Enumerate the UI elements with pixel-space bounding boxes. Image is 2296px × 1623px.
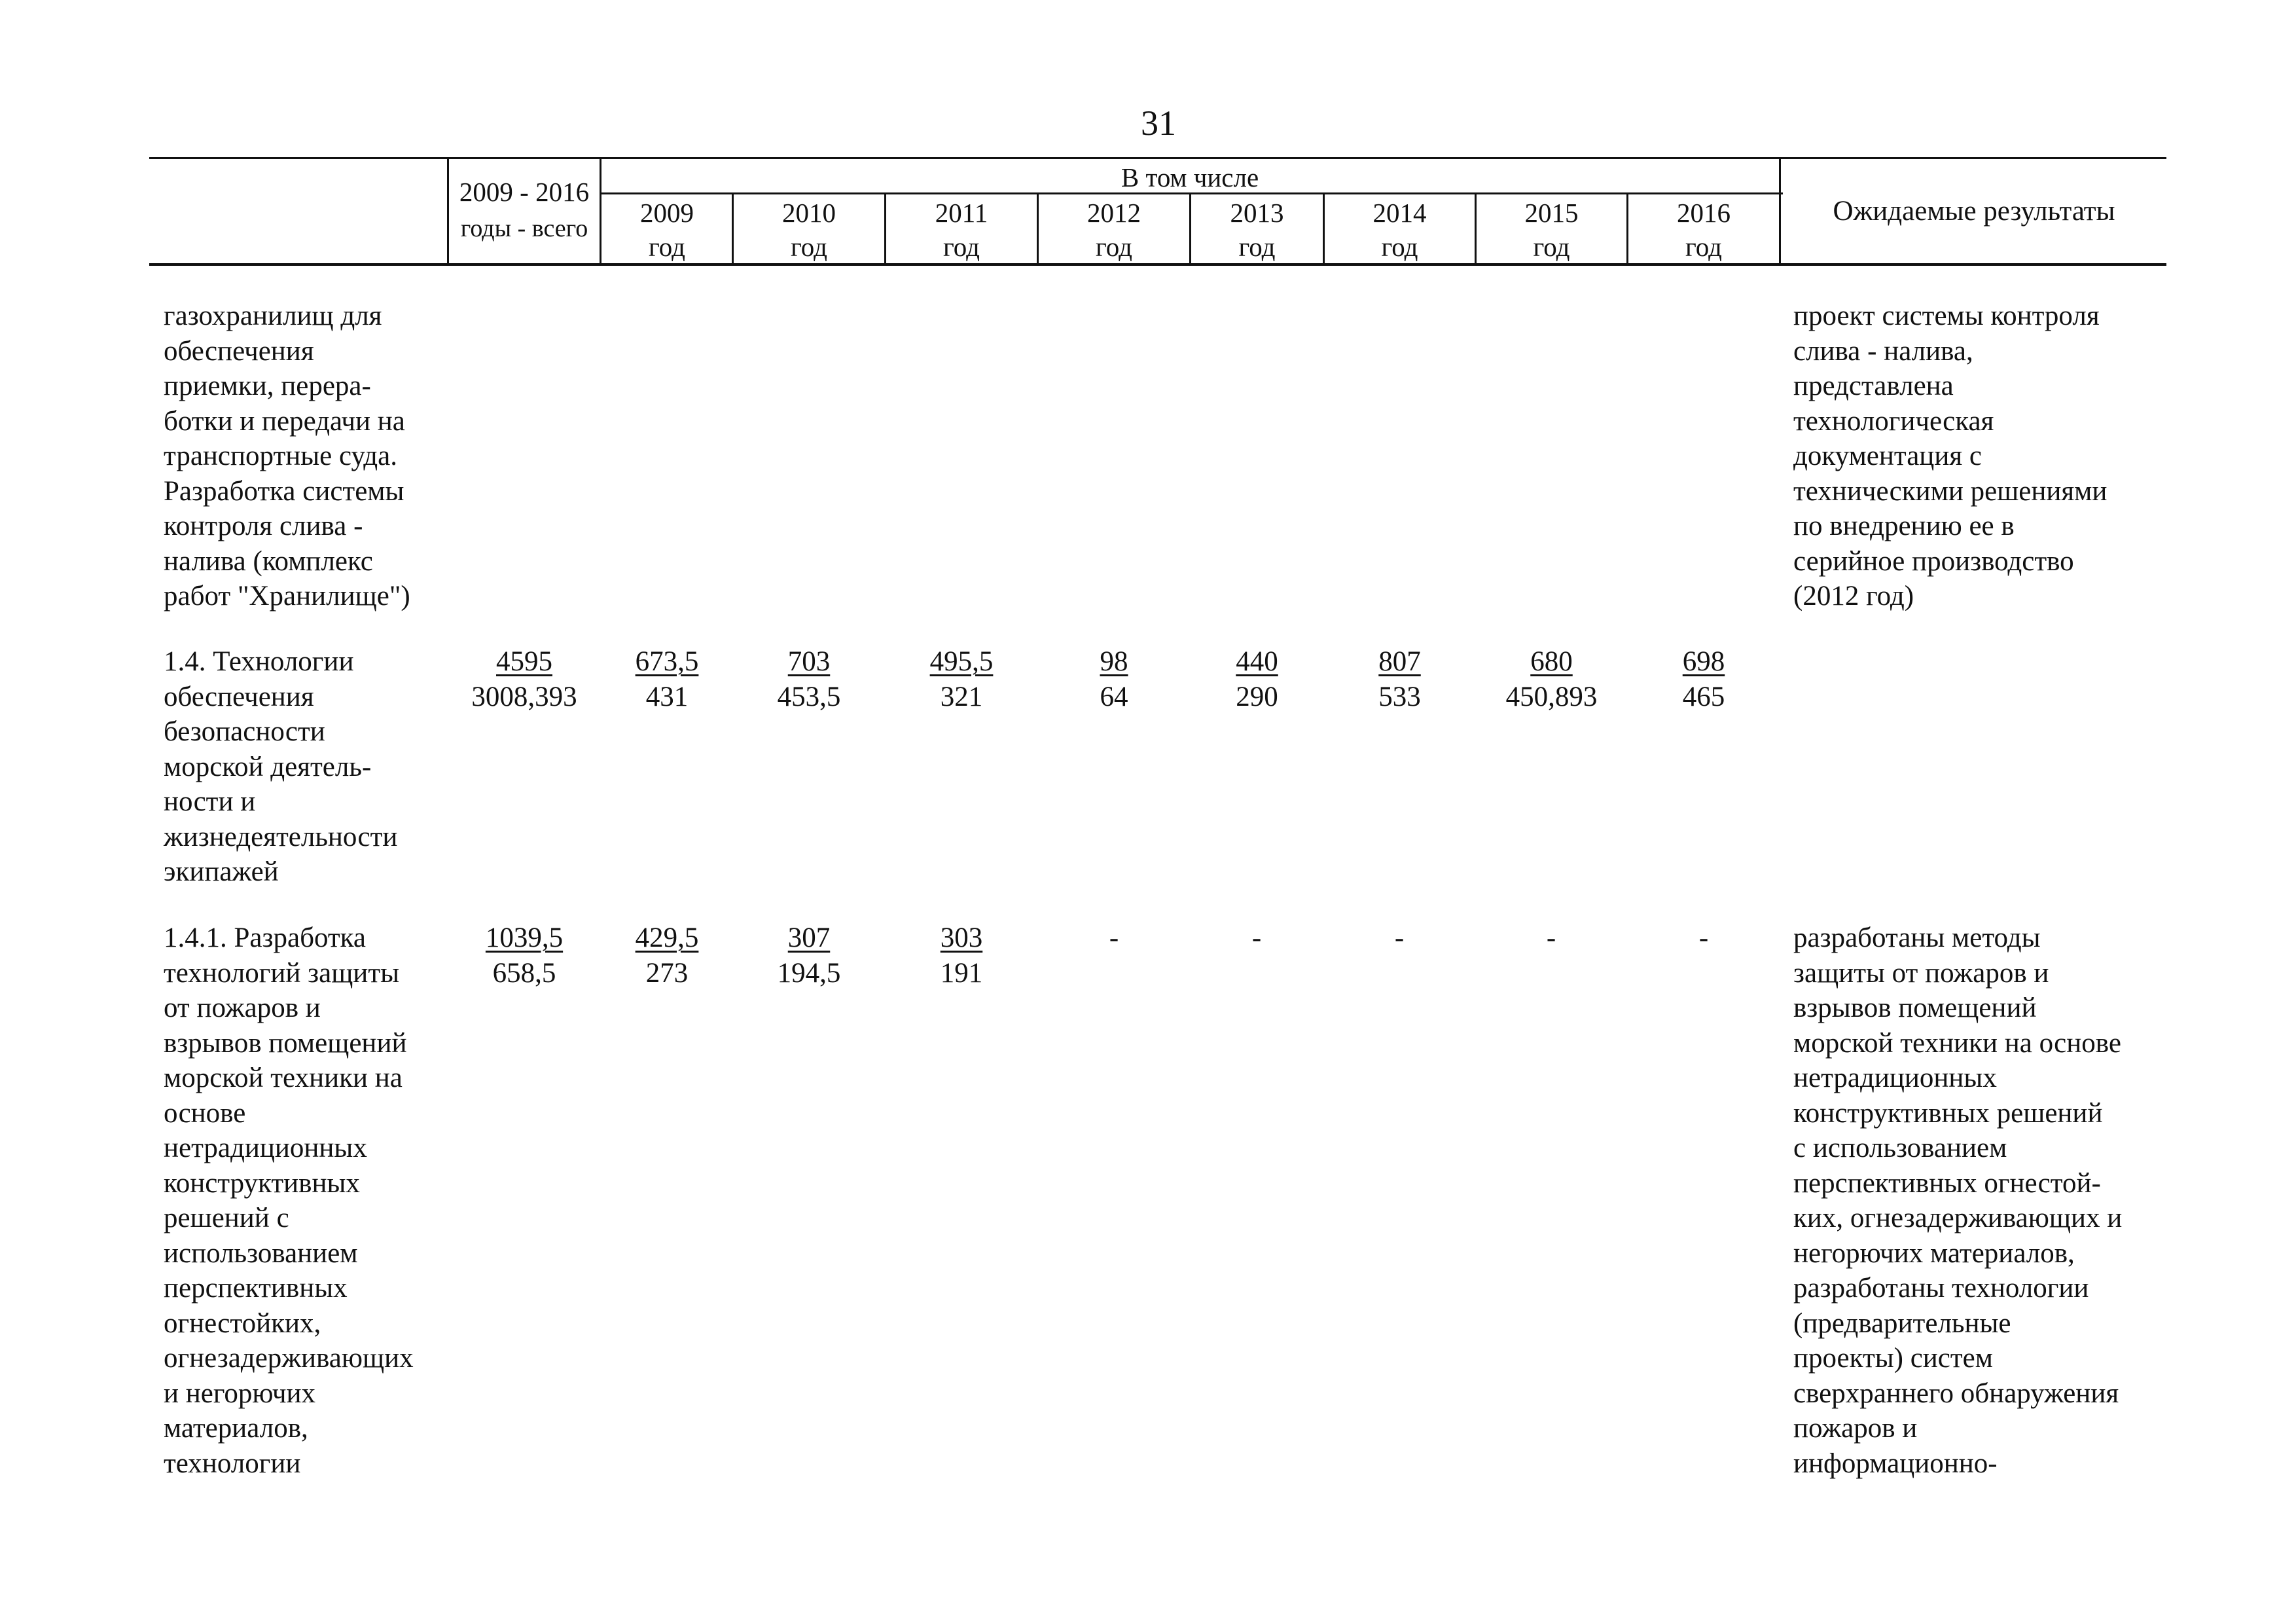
year-value-2011 <box>886 644 1037 714</box>
results-line: информационно- <box>1793 1448 1998 1479</box>
results-line: (2012 год) <box>1793 581 1914 611</box>
value-bottom: 533 <box>1378 681 1421 712</box>
row-name-line: морской техники на <box>164 1063 403 1093</box>
row-name-line: работ "Хранилище") <box>164 581 410 611</box>
row-name-line: обеспечения <box>164 681 314 712</box>
header-total-line2: годы - всего <box>460 215 588 242</box>
row-name-line: огнезадерживающих <box>164 1343 414 1374</box>
row-name-line: технологий защиты <box>164 957 399 989</box>
row-name-line: основе <box>164 1097 246 1129</box>
results-line: разработаны методы <box>1793 922 2041 953</box>
row-name-line: и негорючих <box>164 1377 316 1409</box>
row-name-line: использованием <box>164 1237 358 1269</box>
value-bottom: 191 <box>940 957 983 989</box>
year-value-2009 <box>602 644 732 714</box>
year-value-2011 <box>886 921 1037 991</box>
row-name-line: безопасности <box>164 716 325 747</box>
row-name-line: конструктивных <box>164 1167 360 1199</box>
total-value-bottom: 3008,393 <box>471 681 577 712</box>
value-top: 495,5 <box>929 646 994 677</box>
row-name-line: экипажей <box>164 856 279 887</box>
row-name-cell <box>164 644 397 890</box>
year-header-2014: 2014 <box>1372 198 1427 228</box>
results-line: представлена <box>1793 371 1954 401</box>
row-name-line: решений с <box>164 1203 289 1233</box>
row-name-line: ности и <box>164 786 256 817</box>
results-line: с использованием <box>1793 1133 2007 1163</box>
results-line: перспективных огнестой- <box>1793 1167 2101 1199</box>
value-top: 307 <box>787 922 831 953</box>
row-name-line: жизнедеятельности <box>164 821 398 852</box>
row-name-line: огнестойких, <box>164 1307 321 1339</box>
row-name-line: взрывов помещений <box>164 1027 407 1059</box>
value-top: 303 <box>940 922 983 953</box>
results-line: негорючих материалов, <box>1793 1237 2075 1269</box>
year-unit-2016: год <box>1685 232 1722 262</box>
value-top: 703 <box>787 646 831 677</box>
results-line: сверхраннего обнаружения <box>1793 1377 2119 1409</box>
value-bottom: 465 <box>1682 681 1725 712</box>
year-value-2012 <box>1039 644 1189 714</box>
results-line: морской техники на основе <box>1793 1027 2121 1059</box>
row-name-line: транспортные суда. <box>164 441 397 471</box>
row-results-cell <box>1793 299 2107 614</box>
header-top-rule <box>149 157 2166 159</box>
year-value-2010 <box>734 644 884 714</box>
year-value-2016 <box>1628 644 1779 714</box>
results-line: серийное производство <box>1793 545 2074 577</box>
year-header-2015: 2015 <box>1524 198 1579 228</box>
value-top: 98 <box>1100 646 1128 677</box>
results-line: ких, огнезадерживающих и <box>1793 1203 2123 1233</box>
total-value-cell <box>449 921 600 991</box>
row-name-line: газохранилищ для <box>164 301 382 331</box>
year-unit-2014: год <box>1381 232 1418 262</box>
results-line: разработаны технологии <box>1793 1273 2089 1304</box>
results-line: нетрадиционных <box>1793 1063 1997 1093</box>
value-top: 807 <box>1378 646 1421 677</box>
col-sep-results <box>1779 157 1781 264</box>
header-bottom-rule <box>149 263 2166 266</box>
value-bottom: 453,5 <box>777 681 841 712</box>
results-line: (предварительные <box>1793 1307 2011 1339</box>
total-value-top: 4595 <box>496 646 552 677</box>
header-total-line1: 2009 - 2016 <box>459 177 590 207</box>
results-line: документация с <box>1793 441 1982 471</box>
year-header-2012: 2012 <box>1087 198 1141 228</box>
header-results: Ожидаемые результаты <box>1833 196 2115 227</box>
row-name-line: налива (комплекс <box>164 545 373 577</box>
row-name-line: материалов, <box>164 1413 308 1444</box>
row-name-line: ботки и передачи на <box>164 405 405 437</box>
year-header-2016: 2016 <box>1677 198 1731 228</box>
year-value-2014 <box>1325 644 1475 714</box>
col-sep-name <box>447 157 449 264</box>
row-name-line: технологии <box>164 1448 301 1479</box>
value-bottom: 290 <box>1236 681 1278 712</box>
row-name-line: нетрадиционных <box>164 1133 367 1163</box>
total-value-top: 1039,5 <box>485 922 564 953</box>
results-line: проект системы контроля <box>1793 301 2100 331</box>
year-unit-2009: год <box>649 232 685 262</box>
year-value-2013 <box>1191 644 1323 714</box>
total-value-bottom: 658,5 <box>492 957 556 989</box>
row-name-line: приемки, перера- <box>164 371 371 401</box>
results-line: слива - налива, <box>1793 335 1973 367</box>
value-top: 429,5 <box>635 922 699 953</box>
total-value-cell <box>449 644 600 714</box>
row-name-line: 1.4.1. Разработка <box>164 922 366 953</box>
row-name-cell <box>164 921 414 1481</box>
row-name-line: обеспечения <box>164 335 314 367</box>
year-header-2009: 2009 <box>640 198 694 228</box>
empty-dash-2015: - <box>1546 922 1556 953</box>
value-top: 673,5 <box>635 646 699 677</box>
results-line: взрывов помещений <box>1793 993 2037 1023</box>
value-bottom: 194,5 <box>777 957 841 989</box>
year-unit-2013: год <box>1238 232 1276 262</box>
year-value-2010 <box>734 921 884 991</box>
value-top: 698 <box>1682 646 1725 677</box>
value-top: 440 <box>1236 646 1278 677</box>
row-name-line: 1.4. Технологии <box>164 646 354 677</box>
year-header-2010: 2010 <box>782 198 836 228</box>
row-name-line: Разработка системы <box>164 475 404 507</box>
row-name-line: от пожаров и <box>164 993 321 1023</box>
row-name-line: морской деятель- <box>164 751 372 782</box>
results-line: защиты от пожаров и <box>1793 957 2049 989</box>
header-group-label: В том числе <box>1121 162 1259 192</box>
year-header-2011: 2011 <box>935 198 988 228</box>
results-line: по внедрению ее в <box>1793 511 2015 541</box>
page-number: 31 <box>1141 103 1176 143</box>
empty-dash-2014: - <box>1394 922 1405 953</box>
row-name-cell <box>164 299 410 614</box>
year-header-2013: 2013 <box>1230 198 1284 228</box>
year-unit-2012: год <box>1096 232 1132 262</box>
row-results-cell <box>1793 921 2122 1481</box>
empty-dash-2012: - <box>1109 922 1119 953</box>
year-value-2009 <box>602 921 732 991</box>
results-line: проекты) систем <box>1793 1343 1993 1374</box>
row-name-line: контроля слива - <box>164 511 363 541</box>
results-line: пожаров и <box>1793 1413 1918 1444</box>
value-bottom: 64 <box>1100 681 1128 712</box>
results-line: конструктивных решений <box>1793 1097 2103 1129</box>
empty-dash-2013: - <box>1251 922 1262 953</box>
year-value-2015 <box>1477 644 1626 714</box>
year-unit-2011: год <box>943 232 980 262</box>
value-top: 680 <box>1530 646 1573 677</box>
value-bottom: 321 <box>940 681 983 712</box>
value-bottom: 450,893 <box>1505 681 1598 712</box>
empty-dash-2016: - <box>1698 922 1709 953</box>
value-bottom: 431 <box>645 681 689 712</box>
year-unit-2015: год <box>1533 232 1570 262</box>
year-unit-2010: год <box>791 232 827 262</box>
row-name-line: перспективных <box>164 1273 348 1304</box>
value-bottom: 273 <box>645 957 689 989</box>
results-line: техническими решениями <box>1793 475 2108 507</box>
results-line: технологическая <box>1793 405 1994 437</box>
